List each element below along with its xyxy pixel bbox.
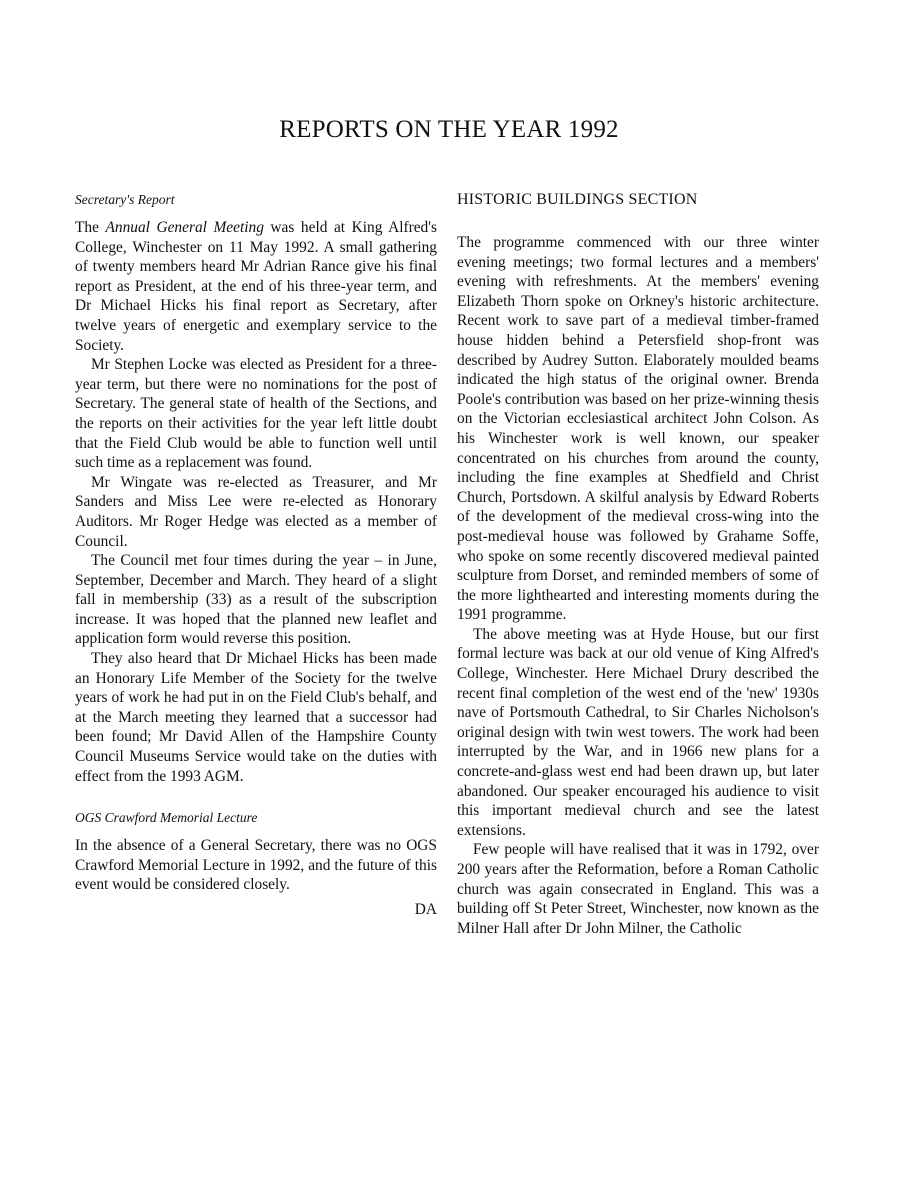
crawford-paragraph: In the absence of a General Secretary, there was no OGS Crawford Memorial Lecture in 1992, and the future of this event would be considered closely.	[75, 837, 437, 894]
treasurer-paragraph: Mr Wingate was re-elected as Treasurer, and Mr Sanders and Miss Lee were re-elected as Honorary Auditors. Mr Roger Hedge was elected as a member of Council.	[75, 473, 437, 550]
page-title: REPORTS ON THE YEAR 1992	[279, 116, 619, 143]
council-paragraph: The Council met four times during the year – in June, September, December and March. They heard of a slight fall in membership (33) as a result of the subscription increase. It was hoped that the planned new leaflet and application form would reverse this position.	[75, 552, 437, 648]
catholic-church-paragraph: Few people will have realised that it was in 1792, over 200 years after the Reformation, before a Roman Catholic church was again consecrated in England. This was a building off St Peter Street, Winchester, now known as the Milner Hall after Dr John Milner, the Catholic	[457, 841, 819, 937]
agm-emphasis: Annual General Meeting	[105, 219, 264, 236]
crawford-lecture-heading: OGS Crawford Memorial Lecture	[75, 810, 258, 826]
secretary-report-heading: Secretary's Report	[75, 192, 175, 207]
honorary-member-paragraph: They also heard that Dr Michael Hicks has been made an Honorary Life Member of the Society for the twelve years of work he had put in on the Field Club's behalf, and at the March meeting they learned that a successor had been found; Mr David Allen of the Hampshire County Council Museums Service would take on the duties with effect from the 1993 AGM.	[75, 650, 437, 785]
agm-paragraph-start: The	[75, 219, 106, 236]
election-paragraph: Mr Stephen Locke was elected as President for a three-year term, but there were no nominations for the post of Secretary. The general state of health of the Sections, and the reports on their activities for the year left little doubt that the Field Club would be able to function well until such time as a replacement was found.	[75, 356, 437, 472]
signature: DA	[414, 901, 437, 918]
cathedral-paragraph: The above meeting was at Hyde House, but our first formal lecture was back at our old venue of King Alfred's College, Winchester. Here Michael Drury described the recent final completion of the west end of the 'new' 1930s nave of Portsmouth Cathedral, to Sir Charles Nicholson's original design with twin west towers. The work had been interrupted by the War, and in 1966 new plans for a concrete-and-glass west end had been drawn up, but later abandoned. Our speaker encouraged his audience to visit this important medieval church and see the latest extensions.	[457, 625, 819, 839]
agm-paragraph	[75, 218, 437, 355]
right-column	[457, 190, 819, 938]
historic-buildings-heading: HISTORIC BUILDINGS SECTION	[457, 191, 698, 208]
left-column	[75, 190, 437, 920]
programme-paragraph: The programme commenced with our three winter evening meetings; two formal lectures and a members' evening with refreshments. At the members' evening Elizabeth Thorn spoke on Orkney's historic architecture. Recent work to save part of a medieval timber-framed house hidden behind a Petersfield shop-front was described by Audrey Sutton. Elaborately moulded beams indicated the high status of the original owner. Brenda Poole's contribution was based on her prize-winning thesis on the Victorian ecclesiastical architect John Colson. As his Winchester work is well known, our speaker concentrated on his churches from around the county, including the fine examples at Shedfield and Christ Church, Portsdown. A skilful analysis by Edward Roberts of the development of the medieval cross-wing into the post-medieval house was followed by Grahame Soffe, who spoke on some recently discovered medieval painted sculpture from Dorset, and reminded members of some of the more lighthearted and interesting moments during the 1991 programme.	[457, 234, 819, 624]
agm-paragraph-rest: was held at King Alfred's College, Winchester on 11 May 1992. A small gathering of twenty members heard Mr Adrian Rance give his final report as President, at the end of his three-year term, and Dr Michael Hicks his final report as Secretary, after twelve years of energetic and exemplary service to the Society.	[75, 219, 438, 354]
